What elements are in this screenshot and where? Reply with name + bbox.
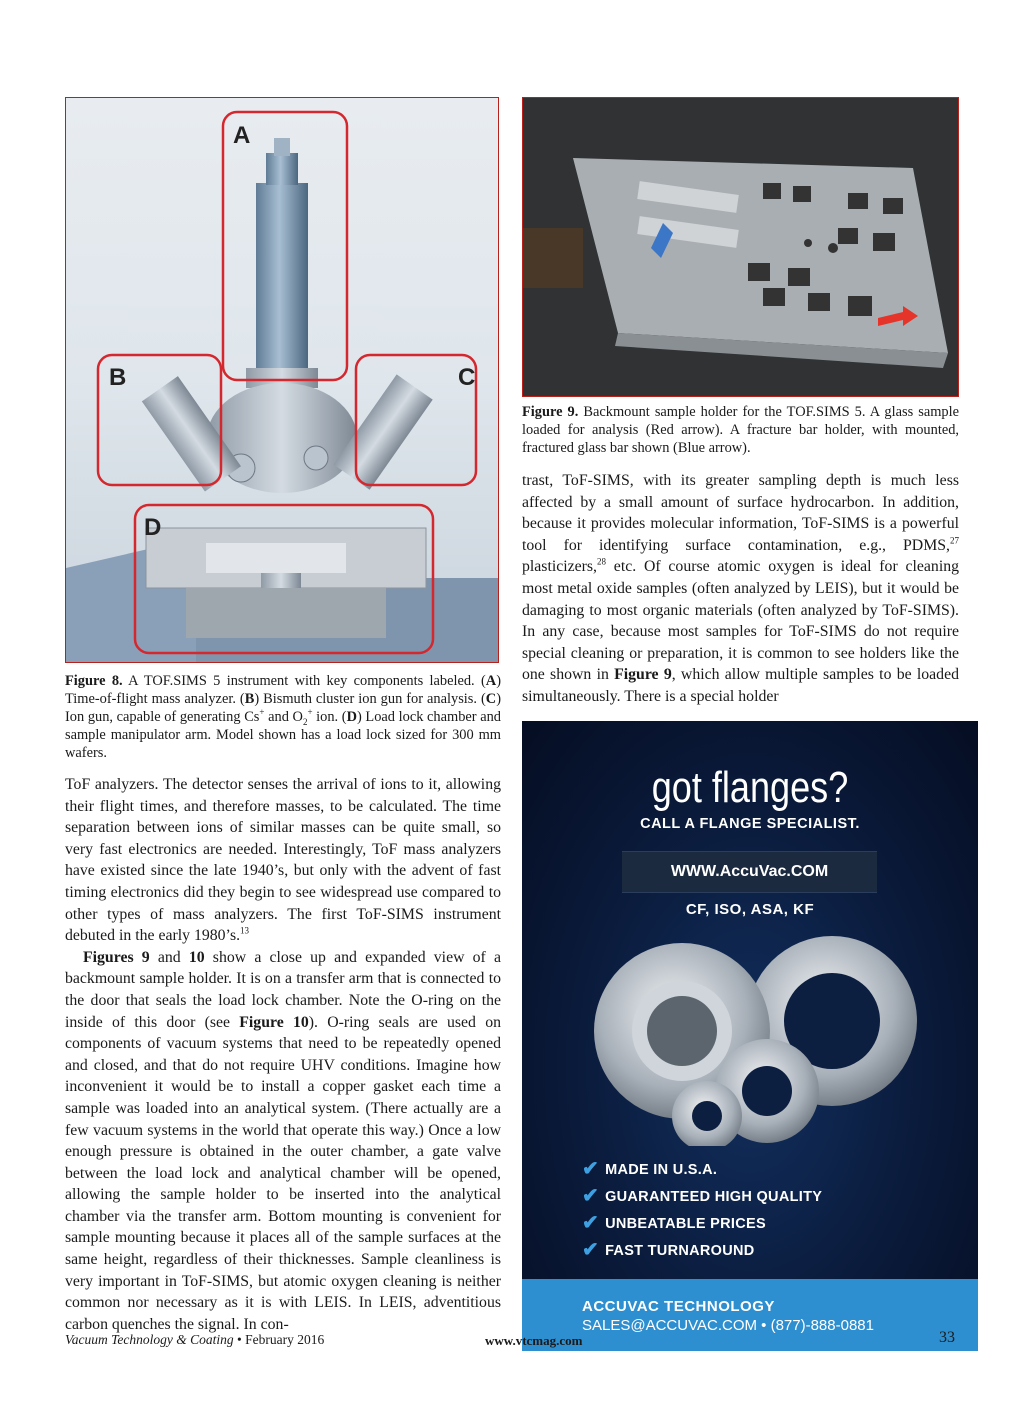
figure-8-label: Figure 8. bbox=[65, 673, 123, 689]
reference-27: 27 bbox=[950, 535, 959, 546]
ad-feature bbox=[582, 1236, 755, 1261]
caption-text: and O bbox=[264, 709, 303, 725]
footer-journal bbox=[65, 1332, 324, 1348]
body-text: plasticizers, bbox=[522, 558, 598, 576]
check-icon: ✔ bbox=[582, 1239, 600, 1261]
label-d: D bbox=[144, 514, 162, 541]
caption-bold: C bbox=[485, 691, 497, 707]
figure-10-reference: 10 bbox=[188, 948, 205, 966]
feature-text: GUARANTEED HIGH QUALITY bbox=[605, 1189, 823, 1205]
ad-feature bbox=[582, 1155, 717, 1180]
caption-text: ion. ( bbox=[312, 709, 347, 725]
body-text: , which allow multiple samples to be loaded simultaneously. There is a special holder bbox=[522, 666, 959, 705]
caption-text: ) Time-of-flight mass analyzer. ( bbox=[65, 673, 501, 707]
figure-9-caption bbox=[522, 403, 959, 457]
body-text: ). O-ring seals are used on components of vacuum systems that need to be repeatedly opened and closed, and that do not require UHV conditions. Imagine how inconvenient it would be to install a copper gasket each time a sample was loaded into an analytical system. (There actually are a few vacuum systems in the world that operate this way.) Once a low enough pressure is obtained in the outer chamber, a gate valve between the load lock and analytical chamber will be opened, allowing the sample holder to be inserted into the analytical chamber via the transfer arm. Bottom mounting is convenient for sample mounting because it places all of the sample surfaces at the same height, regardless of their thicknesses. Sample cleanliness is very important in ToF-SIMS, but atomic oxygen cleaning is neither common nor necessary as it is with LEIS. In LEIS, adventitious carbon quenches the signal. In con- bbox=[65, 1013, 501, 1333]
body-text: show a close up and expanded view of a backmount sample holder. It is on a transfer arm that is connected to the door that seals the load lock chamber. Note the O-ring on the inside of this door (see bbox=[65, 948, 501, 1031]
journal-name: Vacuum Technology & Coating bbox=[65, 1332, 234, 1347]
ad-flange-standards: CF, ISO, ASA, KF bbox=[685, 901, 815, 918]
figure-9-label: Figure 9. bbox=[522, 404, 579, 420]
reference-13: 13 bbox=[240, 925, 250, 936]
label-b: B bbox=[109, 364, 127, 391]
body-text: etc. Of course atomic oxygen is ideal for cleaning most metal oxide samples (often analyzed by LEIS), but it would be damaging to most organic materials (often analyzed by ToF-SIMS). In any case, because most samples for ToF-SIMS do not require special cleaning or preparation, it is common to see holders like the one shown in bbox=[522, 558, 959, 684]
caption-text: A TOF.SIMS 5 instrument with key components labeled. ( bbox=[122, 673, 486, 689]
ad-subtitle: CALL A FLANGE SPECIALIST. bbox=[640, 816, 860, 832]
check-icon: ✔ bbox=[582, 1158, 600, 1180]
figure-8-image bbox=[65, 97, 499, 663]
flanges-illustration bbox=[582, 931, 922, 1146]
reference-28: 28 bbox=[597, 557, 607, 568]
caption-bold: D bbox=[346, 709, 357, 725]
ad-company: ACCUVAC TECHNOLOGY bbox=[582, 1298, 775, 1315]
caption-bold: B bbox=[244, 691, 255, 707]
label-c: C bbox=[458, 364, 476, 391]
page-number: 33 bbox=[939, 1329, 955, 1346]
figure-8-caption bbox=[65, 672, 501, 762]
body-text: trast, ToF-SIMS, with its greater sampling depth is much less affected by a small amount of surface hydrocarbon. In addition, because it provides molecular information, ToF-SIMS is a powerful tool for identifying surface contamination, e.g., PDMS, bbox=[522, 472, 959, 554]
feature-text: FAST TURNAROUND bbox=[605, 1243, 755, 1259]
subscript: 2 bbox=[302, 716, 308, 727]
left-column-text bbox=[65, 774, 501, 1335]
caption-bold: A bbox=[485, 673, 497, 689]
figure-9-caption-text: Backmount sample holder for the TOF.SIMS 5. A glass sample loaded for analysis (Red arrow). A fracture bar holder, with mounted, fractured glass bar shown (Blue arrow). bbox=[522, 404, 959, 456]
figure-10-reference: Figure 10 bbox=[239, 1013, 309, 1031]
caption-text: ) Bismuth cluster ion gun for analysis. ( bbox=[254, 691, 486, 707]
right-column-text bbox=[522, 470, 959, 708]
ad-feature bbox=[582, 1209, 766, 1234]
url-part: .COM bbox=[786, 863, 829, 880]
body-text: ToF analyzers. The detector senses the arrival of ions to it, allowing their flight times, and therefore masses, to be calculated. The time separation between ions of similar masses can be quite small, so very fast electronics are needed. Interestingly, ToF mass analyzers have existed since the late 1940’s, but only with the advent of fast timing electronics did they begin to see widespread use compared to other types of mass analyzers. The first ToF-SIMS instrument debuted in the early 1980’s. bbox=[65, 776, 501, 945]
feature-text: MADE IN U.S.A. bbox=[605, 1162, 718, 1178]
ad-website[interactable] bbox=[622, 851, 877, 893]
figure-9-image bbox=[522, 97, 959, 397]
caption-text: ) Load lock chamber and sample manipulator arm. Model shown has a load lock sized for 300 mm wafers. bbox=[65, 709, 502, 761]
figure-9-reference: Figure 9 bbox=[614, 666, 672, 684]
accuvac-advertisement[interactable] bbox=[522, 721, 978, 1351]
tofsims-instrument-illustration bbox=[66, 98, 498, 662]
separator: • bbox=[233, 1332, 246, 1347]
issue-date: February 2016 bbox=[245, 1332, 325, 1347]
figures-9-reference: Figures 9 bbox=[83, 948, 150, 966]
label-a: A bbox=[233, 122, 251, 149]
sample-holder-photo bbox=[523, 98, 958, 396]
caption-text: ) Ion gun, capable of generating Cs bbox=[65, 691, 501, 725]
feature-text: UNBEATABLE PRICES bbox=[605, 1216, 766, 1232]
footer-url[interactable]: www.vtcmag.com bbox=[485, 1333, 583, 1348]
ad-title: got flanges? bbox=[651, 763, 849, 812]
superscript: + bbox=[307, 707, 313, 718]
superscript: + bbox=[259, 707, 265, 718]
check-icon: ✔ bbox=[582, 1185, 600, 1207]
ad-contact-bar bbox=[522, 1279, 978, 1351]
ad-contact[interactable]: SALES@ACCUVAC.COM • (877)-888-0881 bbox=[582, 1317, 874, 1334]
url-part: WWW. bbox=[670, 863, 720, 880]
ad-feature bbox=[582, 1182, 822, 1207]
body-text: and bbox=[149, 948, 189, 966]
url-brand: AccuVac bbox=[719, 863, 787, 880]
check-icon: ✔ bbox=[582, 1212, 600, 1234]
